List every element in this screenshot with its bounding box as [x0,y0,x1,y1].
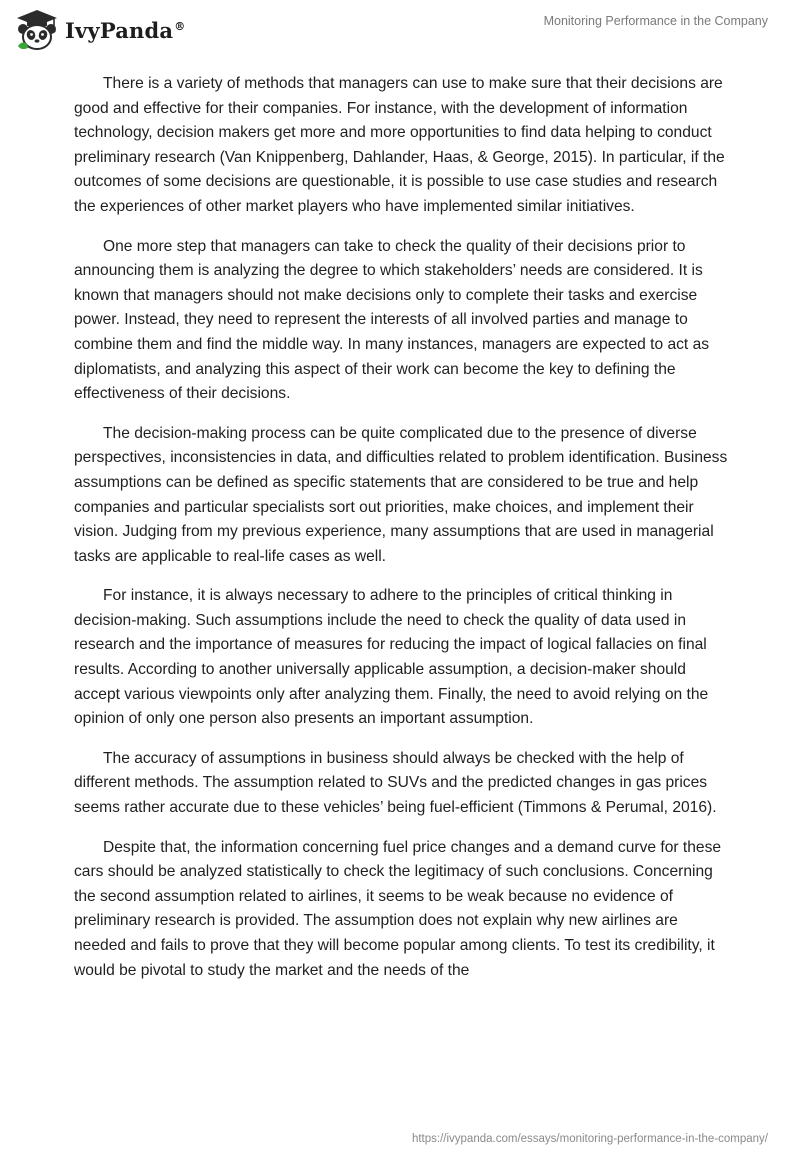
paragraph: The decision-making process can be quite complicated due to the presence of diverse perspectives, inconsistencies in data, and difficulties related to problem identification. Business assumptions can be defined as specific statements that are considered to be true and help companies and particular specialists sort out priorities, make choices, and implement their vision. Judging from my previous experience, many assumptions that are used in managerial tasks are applicable to real-life cases as well. [74,424,728,565]
paragraph: Despite that, the information concerning fuel price changes and a demand curve for these cars should be analyzed statistically to check the legitimacy of such conclusions. Concerning the second assumption related to airlines, it seems to be weak because no evidence of preliminary research is provided. The assumption does not explain why new airlines are needed and fails to prove that they will become popular among clients. To test its credibility, it would be pivotal to study the market and the needs of the [74,838,722,979]
brand-name: IvyPanda® [65,17,186,43]
paragraph: One more step that managers can take to check the quality of their decisions prior to announcing them is analyzing the degree to which stakeholders’ needs are considered. It is known that managers should not make decisions only to complete their tasks and exercise power. Instead, they need to represent the interests of all involved parties and manage to combine them and find the middle way. In many instances, managers are expected to act as diplomatists, and analyzing this aspect of their work can become the key to defining the effectiveness of their decisions. [74,237,710,403]
page-header [0,0,800,60]
panda-graduate-icon [14,8,60,52]
source-url[interactable]: https://ivypanda.com/essays/monitoring-performance-in-the-company/ [411,1133,768,1145]
paragraph: There is a variety of methods that managers can use to make sure that their decisions are good and effective for their companies. For instance, with the development of information technology, decision makers get more and more opportunities to find data helping to conduct preliminary research (Van Knippenberg, Dahlander, Haas, & George, 2015). In particular, if the outcomes of some decisions are questionable, it is possible to use case studies and research the experiences of other market players who have implemented similar initiatives. [74,75,725,215]
ivypanda-logo[interactable] [14,8,185,52]
document-title: Monitoring Performance in the Company [543,14,768,28]
essay-body [74,72,734,998]
paragraph: The accuracy of assumptions in business should always be checked with the help of different methods. The assumption related to SUVs and the predicted changes in gas prices seems rather accurate due to these vehicles’ being fuel-efficient (Timmons & Perumal, 2016). [74,749,717,817]
paragraph: For instance, it is always necessary to adhere to the principles of critical thinking in decision-making. Such assumptions include the need to check the quality of data used in research and the importance of measures for reducing the impact of logical fallacies on final results. According to another universally applicable assumption, a decision-maker should accept various viewpoints only after analyzing them. Finally, the need to avoid relying on the opinion of only one person also presents an important assumption. [74,587,709,728]
